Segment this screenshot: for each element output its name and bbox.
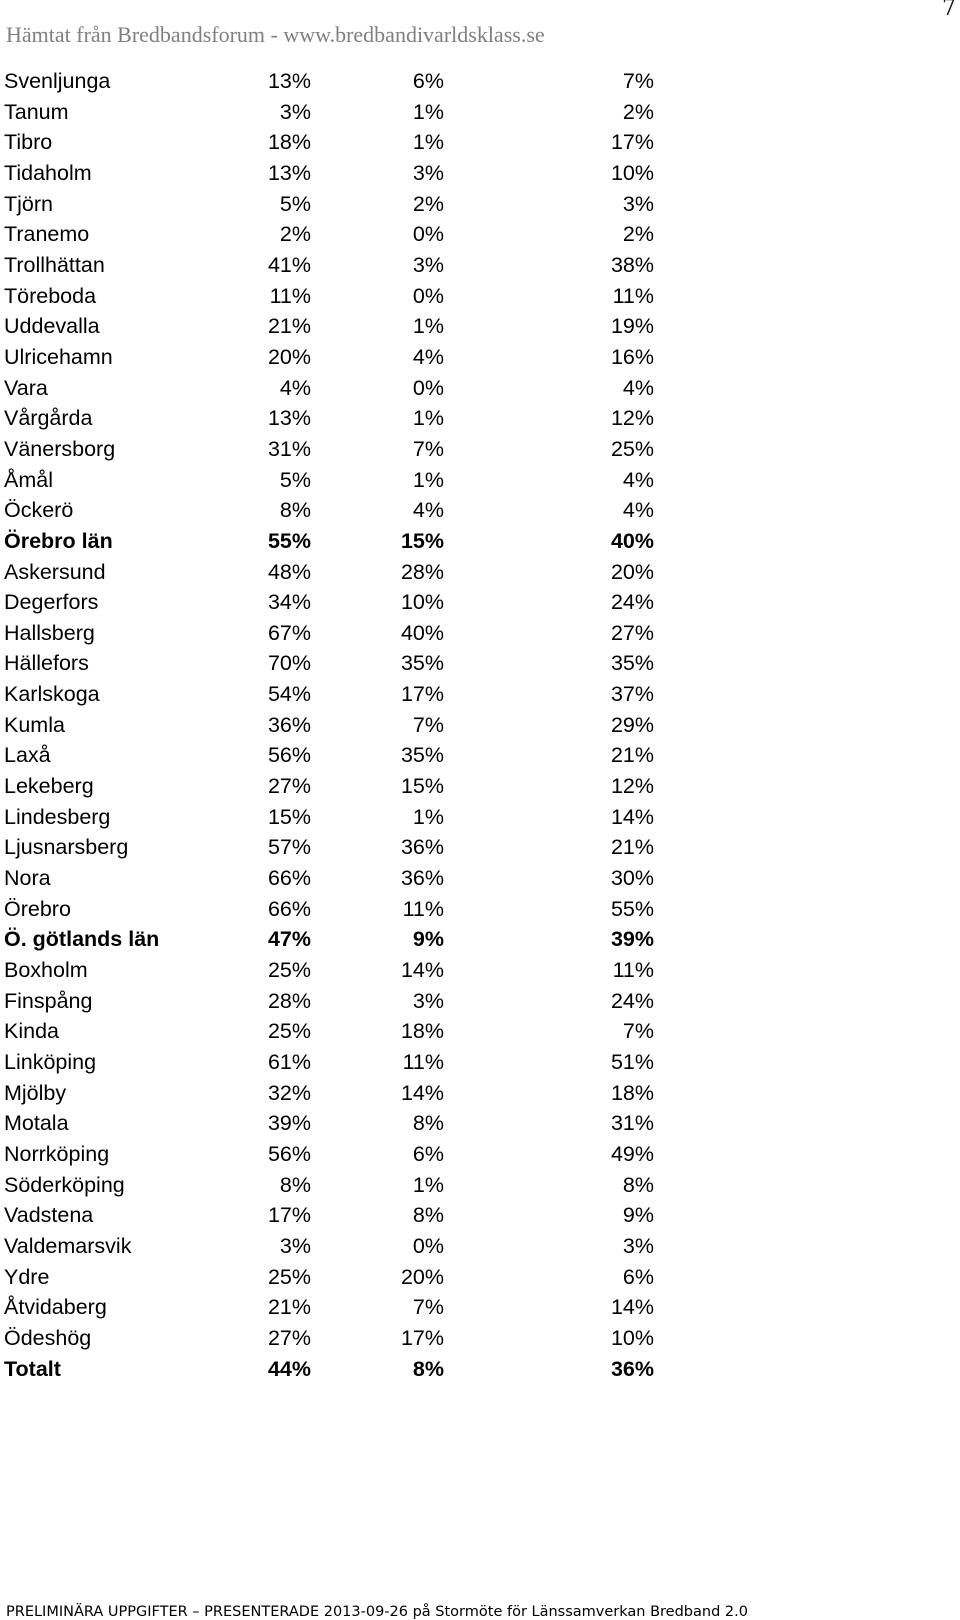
- value-cell-col2: 11%: [402, 896, 444, 921]
- table-row: [4, 1108, 654, 1139]
- value-cell-col3: 3%: [622, 191, 654, 216]
- value-cell-col1: 61%: [267, 1050, 311, 1074]
- value-cell-col2: 9%: [412, 927, 444, 952]
- value-cell-col3: 18%: [610, 1080, 654, 1105]
- table-row: [4, 832, 654, 863]
- row-name-cell: Trollhättan: [4, 252, 105, 277]
- value-cell-col1: 2%: [279, 222, 311, 247]
- value-cell-col3: 9%: [622, 1203, 654, 1228]
- value-cell-col3: 3%: [622, 1233, 654, 1258]
- row-name-cell: Tanum: [4, 99, 69, 124]
- row-name-cell: Kinda: [4, 1019, 59, 1044]
- table-summary-row: [4, 924, 654, 955]
- value-cell-col1: 8%: [279, 498, 311, 523]
- value-cell-col1: 3%: [279, 99, 311, 124]
- value-cell-col3: 17%: [610, 130, 654, 155]
- value-cell-col3: 21%: [610, 835, 654, 860]
- row-name-cell: Öckerö: [4, 498, 74, 523]
- value-cell-col3: 7%: [622, 1019, 654, 1044]
- value-cell-col1: 11%: [269, 283, 311, 308]
- row-name-cell: Vadstena: [4, 1203, 94, 1228]
- row-name-cell: Tranemo: [4, 222, 90, 247]
- value-cell-col2: 17%: [400, 682, 444, 707]
- value-cell-col2: 4%: [412, 344, 444, 369]
- value-cell-col2: 1%: [412, 314, 444, 339]
- table-row: [4, 679, 654, 710]
- table-row: [4, 189, 654, 220]
- value-cell-col3: 35%: [610, 651, 654, 676]
- row-name-cell: Hallsberg: [4, 620, 95, 645]
- row-name-cell: Hällefors: [4, 651, 89, 676]
- table-body: [4, 66, 654, 1384]
- table-row: [4, 710, 654, 741]
- table-row: [4, 557, 654, 588]
- value-cell-col3: 10%: [610, 1325, 654, 1350]
- value-cell-col1: 13%: [267, 69, 311, 93]
- value-cell-col2: 35%: [400, 651, 444, 676]
- value-cell-col1: 56%: [267, 743, 311, 768]
- row-name-cell: Ulricehamn: [4, 344, 113, 369]
- value-cell-col3: 7%: [622, 69, 654, 93]
- value-cell-col2: 36%: [400, 866, 444, 891]
- value-cell-col1: 17%: [267, 1203, 311, 1228]
- row-name-cell: Söderköping: [4, 1172, 125, 1197]
- value-cell-col1: 66%: [267, 896, 311, 921]
- row-name-cell: Vårgårda: [4, 406, 93, 431]
- value-cell-col1: 55%: [267, 528, 311, 553]
- value-cell-col3: 24%: [610, 590, 654, 615]
- value-cell-col2: 1%: [412, 1172, 444, 1197]
- value-cell-col2: 35%: [400, 743, 444, 768]
- table-row: [4, 587, 654, 618]
- value-cell-col2: 3%: [412, 988, 444, 1013]
- value-cell-col1: 31%: [267, 436, 311, 461]
- value-cell-col3: 24%: [610, 988, 654, 1013]
- value-cell-col1: 44%: [267, 1356, 311, 1381]
- table-row: [4, 281, 654, 312]
- row-name-cell: Degerfors: [4, 590, 99, 615]
- table-row: [4, 618, 654, 649]
- value-cell-col3: 21%: [610, 743, 654, 768]
- table-row: [4, 1200, 654, 1231]
- table-row: [4, 1016, 654, 1047]
- table-summary-row: [4, 526, 654, 557]
- value-cell-col2: 8%: [412, 1203, 444, 1228]
- value-cell-col2: 6%: [412, 69, 444, 93]
- row-name-cell: Åtvidaberg: [4, 1295, 107, 1320]
- table-row: [4, 986, 654, 1017]
- value-cell-col3: 27%: [610, 620, 654, 645]
- value-cell-col3: 4%: [622, 375, 654, 400]
- value-cell-col2: 8%: [412, 1356, 444, 1381]
- value-cell-col1: 66%: [267, 866, 311, 891]
- table-row: [4, 219, 654, 250]
- value-cell-col2: 28%: [400, 559, 444, 584]
- table-row: [4, 1078, 654, 1109]
- table-row: [4, 648, 654, 679]
- table-row: [4, 66, 654, 97]
- value-cell-col3: 4%: [622, 467, 654, 492]
- row-name-cell: Valdemarsvik: [4, 1233, 132, 1258]
- value-cell-col1: 3%: [279, 1233, 311, 1258]
- value-cell-col3: 20%: [610, 559, 654, 584]
- value-cell-col1: 25%: [267, 1019, 311, 1044]
- row-name-cell: Uddevalla: [4, 314, 100, 339]
- row-name-cell: Ödeshög: [4, 1325, 92, 1350]
- row-name-cell: Totalt: [4, 1356, 61, 1381]
- value-cell-col3: 2%: [622, 99, 654, 124]
- value-cell-col2: 2%: [412, 191, 444, 216]
- value-cell-col3: 40%: [610, 528, 654, 553]
- page-number: 7: [942, 0, 956, 21]
- value-cell-col1: 21%: [267, 314, 311, 339]
- row-name-cell: Tibro: [4, 130, 53, 155]
- value-cell-col2: 0%: [412, 375, 444, 400]
- value-cell-col3: 31%: [610, 1111, 654, 1136]
- row-name-cell: Tidaholm: [4, 160, 92, 185]
- value-cell-col3: 55%: [610, 896, 654, 921]
- table-summary-row: [4, 1354, 654, 1385]
- value-cell-col3: 11%: [612, 958, 654, 983]
- table-row: [4, 894, 654, 925]
- value-cell-col3: 29%: [610, 712, 654, 737]
- value-cell-col2: 8%: [412, 1111, 444, 1136]
- value-cell-col2: 6%: [412, 1141, 444, 1166]
- value-cell-col3: 19%: [610, 314, 654, 339]
- value-cell-col3: 14%: [610, 804, 654, 829]
- value-cell-col2: 1%: [412, 804, 444, 829]
- value-cell-col2: 7%: [412, 1295, 444, 1320]
- row-name-cell: Tjörn: [4, 191, 53, 216]
- header-source-line: Hämtat från Bredbandsforum - www.bredbandivarldsklass.se: [6, 22, 545, 47]
- row-name-cell: Ö. götlands län: [4, 927, 160, 952]
- table-row: [4, 863, 654, 894]
- value-cell-col3: 12%: [610, 406, 654, 431]
- value-cell-col1: 25%: [267, 1264, 311, 1289]
- row-name-cell: Karlskoga: [4, 682, 100, 707]
- value-cell-col1: 54%: [267, 682, 311, 707]
- row-name-cell: Örebro: [4, 896, 71, 921]
- value-cell-col2: 7%: [412, 712, 444, 737]
- value-cell-col3: 39%: [610, 927, 654, 952]
- value-cell-col2: 7%: [412, 436, 444, 461]
- value-cell-col3: 37%: [610, 682, 654, 707]
- table-row: [4, 434, 654, 465]
- value-cell-col2: 4%: [412, 498, 444, 523]
- table-row: [4, 802, 654, 833]
- table-row: [4, 127, 654, 158]
- value-cell-col1: 32%: [267, 1080, 311, 1105]
- value-cell-col1: 4%: [279, 375, 311, 400]
- value-cell-col2: 11%: [402, 1050, 444, 1074]
- row-name-cell: Nora: [4, 866, 51, 891]
- value-cell-col2: 3%: [412, 160, 444, 185]
- value-cell-col2: 36%: [400, 835, 444, 860]
- value-cell-col3: 2%: [622, 222, 654, 247]
- value-cell-col1: 56%: [267, 1141, 311, 1166]
- value-cell-col1: 27%: [267, 774, 311, 799]
- value-cell-col3: 25%: [610, 436, 654, 461]
- value-cell-col2: 18%: [400, 1019, 444, 1044]
- value-cell-col3: 8%: [622, 1172, 654, 1197]
- row-name-cell: Ljusnarsberg: [4, 835, 129, 860]
- value-cell-col2: 10%: [400, 590, 444, 615]
- table-row: [4, 955, 654, 986]
- table-row: [4, 311, 654, 342]
- value-cell-col1: 39%: [267, 1111, 311, 1136]
- value-cell-col3: 49%: [610, 1141, 654, 1166]
- table-row: [4, 342, 654, 373]
- row-name-cell: Kumla: [4, 712, 65, 737]
- value-cell-col2: 15%: [400, 774, 444, 799]
- table-row: [4, 97, 654, 128]
- row-name-cell: Svenljunga: [4, 69, 111, 93]
- row-name-cell: Ydre: [4, 1264, 50, 1289]
- table-row: [4, 158, 654, 189]
- row-name-cell: Linköping: [4, 1050, 97, 1074]
- value-cell-col1: 15%: [267, 804, 311, 829]
- table-row: [4, 1170, 654, 1201]
- value-cell-col3: 14%: [610, 1295, 654, 1320]
- value-cell-col2: 14%: [400, 958, 444, 983]
- row-name-cell: Finspång: [4, 988, 93, 1013]
- table-row: [4, 1292, 654, 1323]
- table-row: [4, 1323, 654, 1354]
- value-cell-col1: 57%: [267, 835, 311, 860]
- row-name-cell: Laxå: [4, 743, 51, 768]
- value-cell-col1: 36%: [267, 712, 311, 737]
- row-name-cell: Lekeberg: [4, 774, 94, 799]
- table-row: [4, 250, 654, 281]
- value-cell-col3: 4%: [622, 498, 654, 523]
- value-cell-col3: 6%: [622, 1264, 654, 1289]
- row-name-cell: Töreboda: [4, 283, 97, 308]
- row-name-cell: Motala: [4, 1111, 69, 1136]
- value-cell-col2: 0%: [412, 1233, 444, 1258]
- value-cell-col1: 5%: [279, 467, 311, 492]
- value-cell-col1: 27%: [267, 1325, 311, 1350]
- table-row: [4, 740, 654, 771]
- table-row: [4, 1047, 654, 1078]
- value-cell-col1: 20%: [267, 344, 311, 369]
- table-row: [4, 373, 654, 404]
- value-cell-col3: 51%: [610, 1050, 654, 1074]
- value-cell-col2: 1%: [412, 406, 444, 431]
- table-row: [4, 771, 654, 802]
- row-name-cell: Vänersborg: [4, 436, 116, 461]
- value-cell-col3: 16%: [610, 344, 654, 369]
- value-cell-col2: 40%: [400, 620, 444, 645]
- table-row: [4, 465, 654, 496]
- value-cell-col2: 1%: [412, 130, 444, 155]
- value-cell-col2: 0%: [412, 283, 444, 308]
- value-cell-col1: 8%: [279, 1172, 311, 1197]
- value-cell-col1: 34%: [267, 590, 311, 615]
- table-row: [4, 1139, 654, 1170]
- value-cell-col2: 15%: [400, 528, 444, 553]
- value-cell-col1: 67%: [267, 620, 311, 645]
- row-name-cell: Mjölby: [4, 1080, 67, 1105]
- value-cell-col2: 1%: [412, 99, 444, 124]
- row-name-cell: Vara: [4, 375, 48, 400]
- value-cell-col1: 21%: [267, 1295, 311, 1320]
- value-cell-col1: 28%: [267, 988, 311, 1013]
- table-row: [4, 403, 654, 434]
- row-name-cell: Norrköping: [4, 1141, 110, 1166]
- value-cell-col3: 10%: [610, 160, 654, 185]
- row-name-cell: Åmål: [4, 467, 53, 492]
- value-cell-col2: 20%: [400, 1264, 444, 1289]
- value-cell-col3: 30%: [610, 866, 654, 891]
- value-cell-col2: 14%: [400, 1080, 444, 1105]
- row-name-cell: Askersund: [4, 559, 106, 584]
- value-cell-col3: 36%: [610, 1356, 654, 1381]
- value-cell-col1: 48%: [267, 559, 311, 584]
- value-cell-col1: 13%: [267, 160, 311, 185]
- table-row: [4, 1262, 654, 1293]
- value-cell-col1: 13%: [267, 406, 311, 431]
- row-name-cell: Lindesberg: [4, 804, 111, 829]
- value-cell-col2: 1%: [412, 467, 444, 492]
- row-name-cell: Boxholm: [4, 958, 88, 983]
- value-cell-col2: 3%: [412, 252, 444, 277]
- value-cell-col2: 17%: [400, 1325, 444, 1350]
- footer-note: PRELIMINÄRA UPPGIFTER – PRESENTERADE 2013-09-26 på Stormöte för Länssamverkan Bredband 2.0: [6, 1604, 748, 1620]
- row-name-cell: Örebro län: [4, 528, 113, 553]
- value-cell-col1: 25%: [267, 958, 311, 983]
- table-row: [4, 1231, 654, 1262]
- table-row: [4, 495, 654, 526]
- value-cell-col1: 70%: [267, 651, 311, 676]
- value-cell-col3: 12%: [610, 774, 654, 799]
- value-cell-col3: 38%: [610, 252, 654, 277]
- value-cell-col1: 47%: [267, 927, 311, 952]
- value-cell-col2: 0%: [412, 222, 444, 247]
- value-cell-col3: 11%: [612, 283, 654, 308]
- value-cell-col1: 18%: [267, 130, 311, 155]
- value-cell-col1: 5%: [279, 191, 311, 216]
- municipality-percentage-table: [4, 66, 654, 1384]
- value-cell-col1: 41%: [267, 252, 311, 277]
